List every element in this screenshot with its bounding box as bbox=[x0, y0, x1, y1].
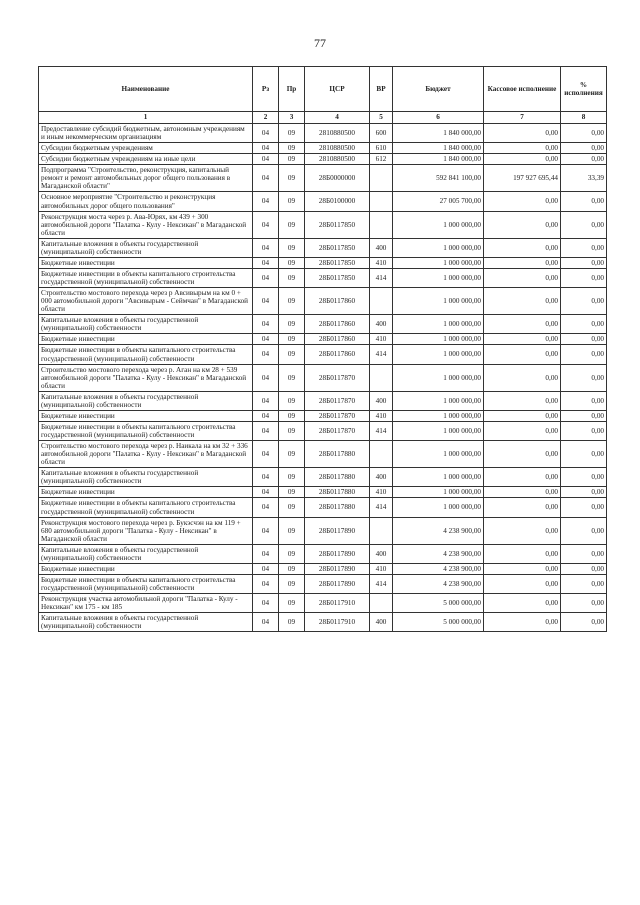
cell-executed: 0,00 bbox=[484, 268, 561, 287]
cell-vr bbox=[370, 594, 393, 613]
cell-csr: 28Б0117850 bbox=[305, 257, 370, 268]
cell-rz: 04 bbox=[253, 563, 279, 574]
cell-percent: 0,00 bbox=[561, 498, 607, 517]
cell-name: Капитальные вложения в объекты государственной (муниципальной) собственности bbox=[39, 613, 253, 632]
cell-csr: 28Б0117880 bbox=[305, 498, 370, 517]
cell-rz: 04 bbox=[253, 441, 279, 468]
cell-vr: 410 bbox=[370, 410, 393, 421]
cell-csr: 28Б0117850 bbox=[305, 268, 370, 287]
cell-percent: 0,00 bbox=[561, 594, 607, 613]
table-row bbox=[39, 421, 607, 440]
table-row bbox=[39, 441, 607, 468]
cell-name: Бюджетные инвестиции bbox=[39, 487, 253, 498]
cell-percent: 0,00 bbox=[561, 288, 607, 315]
cell-csr: 2810880500 bbox=[305, 124, 370, 143]
cell-executed: 0,00 bbox=[484, 594, 561, 613]
header-pr: Пр bbox=[279, 67, 305, 112]
cell-executed: 0,00 bbox=[484, 211, 561, 238]
cell-executed: 0,00 bbox=[484, 288, 561, 315]
cell-budget: 4 238 900,00 bbox=[393, 517, 484, 544]
cell-pr: 09 bbox=[279, 487, 305, 498]
cell-pr: 09 bbox=[279, 468, 305, 487]
cell-executed: 0,00 bbox=[484, 391, 561, 410]
cell-name: Реконструкция моста через р. Ава-Юрях, км 439 + 300 автомобильной дороги "Палатка - Кулу - Нексикан" в Магаданской области bbox=[39, 211, 253, 238]
table-row bbox=[39, 334, 607, 345]
cell-executed: 0,00 bbox=[484, 124, 561, 143]
cell-percent: 0,00 bbox=[561, 410, 607, 421]
cell-vr bbox=[370, 211, 393, 238]
cell-executed: 0,00 bbox=[484, 421, 561, 440]
cell-vr: 400 bbox=[370, 391, 393, 410]
cell-vr: 410 bbox=[370, 257, 393, 268]
cell-pr: 09 bbox=[279, 410, 305, 421]
cell-executed: 0,00 bbox=[484, 192, 561, 211]
cell-csr: 28Б0117890 bbox=[305, 544, 370, 563]
cell-csr: 28Б0117860 bbox=[305, 315, 370, 334]
column-number: 8 bbox=[561, 112, 607, 124]
table-row bbox=[39, 517, 607, 544]
column-number: 3 bbox=[279, 112, 305, 124]
table-row bbox=[39, 315, 607, 334]
table-header-row bbox=[39, 67, 607, 112]
cell-csr: 28Б0100000 bbox=[305, 192, 370, 211]
table-row bbox=[39, 594, 607, 613]
header-budget: Бюджет bbox=[393, 67, 484, 112]
cell-name: Строительство мостового перехода через р. Наикала на км 32 + 336 автомобильной дороги "Палатка - Кулу - Нексикан" в Магаданской области bbox=[39, 441, 253, 468]
cell-percent: 0,00 bbox=[561, 544, 607, 563]
cell-pr: 09 bbox=[279, 288, 305, 315]
cell-percent: 0,00 bbox=[561, 238, 607, 257]
cell-budget: 1 000 000,00 bbox=[393, 421, 484, 440]
cell-vr: 400 bbox=[370, 544, 393, 563]
table-row bbox=[39, 192, 607, 211]
cell-csr: 28Б0117880 bbox=[305, 468, 370, 487]
cell-percent: 0,00 bbox=[561, 421, 607, 440]
cell-rz: 04 bbox=[253, 487, 279, 498]
cell-vr: 610 bbox=[370, 143, 393, 154]
cell-csr: 28Б0117910 bbox=[305, 594, 370, 613]
cell-rz: 04 bbox=[253, 498, 279, 517]
cell-budget: 1 000 000,00 bbox=[393, 211, 484, 238]
table-row bbox=[39, 165, 607, 192]
column-number: 5 bbox=[370, 112, 393, 124]
cell-rz: 04 bbox=[253, 391, 279, 410]
cell-pr: 09 bbox=[279, 574, 305, 593]
cell-rz: 04 bbox=[253, 517, 279, 544]
cell-executed: 197 927 695,44 bbox=[484, 165, 561, 192]
cell-percent: 0,00 bbox=[561, 487, 607, 498]
cell-vr: 400 bbox=[370, 468, 393, 487]
cell-rz: 04 bbox=[253, 334, 279, 345]
cell-csr: 28Б0117860 bbox=[305, 288, 370, 315]
cell-budget: 1 000 000,00 bbox=[393, 487, 484, 498]
cell-csr: 28Б0117870 bbox=[305, 410, 370, 421]
cell-vr: 600 bbox=[370, 124, 393, 143]
cell-name: Реконструкция мостового перехода через р. Букэсчэн на км 119 + 680 автомобильной дороги "Палатка - Кулу - Нексикан" в Магаданской области bbox=[39, 517, 253, 544]
cell-vr: 410 bbox=[370, 487, 393, 498]
cell-executed: 0,00 bbox=[484, 441, 561, 468]
cell-budget: 1 840 000,00 bbox=[393, 143, 484, 154]
cell-budget: 1 000 000,00 bbox=[393, 257, 484, 268]
cell-executed: 0,00 bbox=[484, 334, 561, 345]
cell-vr bbox=[370, 364, 393, 391]
cell-csr: 28Б0117870 bbox=[305, 364, 370, 391]
cell-budget: 27 005 700,00 bbox=[393, 192, 484, 211]
table-row bbox=[39, 288, 607, 315]
cell-percent: 0,00 bbox=[561, 192, 607, 211]
cell-csr: 28Б0117860 bbox=[305, 345, 370, 364]
cell-rz: 04 bbox=[253, 288, 279, 315]
cell-budget: 4 238 900,00 bbox=[393, 544, 484, 563]
cell-rz: 04 bbox=[253, 154, 279, 165]
cell-executed: 0,00 bbox=[484, 257, 561, 268]
cell-rz: 04 bbox=[253, 257, 279, 268]
cell-executed: 0,00 bbox=[484, 574, 561, 593]
cell-pr: 09 bbox=[279, 544, 305, 563]
cell-percent: 0,00 bbox=[561, 334, 607, 345]
cell-rz: 04 bbox=[253, 364, 279, 391]
cell-budget: 5 000 000,00 bbox=[393, 613, 484, 632]
cell-name: Бюджетные инвестиции bbox=[39, 334, 253, 345]
budget-table bbox=[38, 66, 607, 632]
cell-name: Бюджетные инвестиции в объекты капитального строительства государственной (муниципальной) собственности bbox=[39, 498, 253, 517]
cell-executed: 0,00 bbox=[484, 410, 561, 421]
cell-csr: 28Б0117890 bbox=[305, 563, 370, 574]
cell-csr: 28Б0117890 bbox=[305, 517, 370, 544]
table-row bbox=[39, 238, 607, 257]
cell-pr: 09 bbox=[279, 154, 305, 165]
cell-percent: 0,00 bbox=[561, 613, 607, 632]
cell-rz: 04 bbox=[253, 238, 279, 257]
cell-rz: 04 bbox=[253, 268, 279, 287]
cell-csr: 28Б0117850 bbox=[305, 238, 370, 257]
cell-pr: 09 bbox=[279, 143, 305, 154]
column-number: 6 bbox=[393, 112, 484, 124]
cell-pr: 09 bbox=[279, 334, 305, 345]
column-number: 4 bbox=[305, 112, 370, 124]
table-row bbox=[39, 544, 607, 563]
table-row bbox=[39, 498, 607, 517]
cell-rz: 04 bbox=[253, 613, 279, 632]
cell-budget: 1 000 000,00 bbox=[393, 410, 484, 421]
cell-vr: 410 bbox=[370, 334, 393, 345]
cell-name: Строительство мостового перехода через р. Аган на км 28 + 539 автомобильной дороги "Палатка - Кулу - Нексикан" в Магаданской области bbox=[39, 364, 253, 391]
header-executed: Кассовое исполнение bbox=[484, 67, 561, 112]
cell-vr bbox=[370, 517, 393, 544]
page-number: 77 bbox=[314, 36, 326, 50]
cell-pr: 09 bbox=[279, 268, 305, 287]
cell-rz: 04 bbox=[253, 315, 279, 334]
cell-pr: 09 bbox=[279, 441, 305, 468]
table-row bbox=[39, 563, 607, 574]
cell-pr: 09 bbox=[279, 613, 305, 632]
table-row bbox=[39, 268, 607, 287]
header-percent: % исполнения bbox=[561, 67, 607, 112]
cell-executed: 0,00 bbox=[484, 315, 561, 334]
cell-csr: 28Б0117910 bbox=[305, 613, 370, 632]
cell-percent: 0,00 bbox=[561, 143, 607, 154]
table-row bbox=[39, 410, 607, 421]
cell-pr: 09 bbox=[279, 165, 305, 192]
cell-budget: 1 000 000,00 bbox=[393, 334, 484, 345]
cell-name: Капитальные вложения в объекты государственной (муниципальной) собственности bbox=[39, 238, 253, 257]
table-row bbox=[39, 257, 607, 268]
cell-csr: 2810880500 bbox=[305, 143, 370, 154]
cell-name: Бюджетные инвестиции в объекты капитального строительства государственной (муниципальной) собственности bbox=[39, 574, 253, 593]
cell-name: Бюджетные инвестиции bbox=[39, 410, 253, 421]
table-row bbox=[39, 143, 607, 154]
cell-budget: 4 238 900,00 bbox=[393, 574, 484, 593]
cell-budget: 1 000 000,00 bbox=[393, 498, 484, 517]
cell-percent: 0,00 bbox=[561, 154, 607, 165]
table-body bbox=[39, 124, 607, 632]
cell-percent: 0,00 bbox=[561, 574, 607, 593]
header-vr: ВР bbox=[370, 67, 393, 112]
cell-vr: 414 bbox=[370, 574, 393, 593]
cell-rz: 04 bbox=[253, 345, 279, 364]
cell-executed: 0,00 bbox=[484, 345, 561, 364]
cell-percent: 0,00 bbox=[561, 268, 607, 287]
cell-executed: 0,00 bbox=[484, 154, 561, 165]
header-name: Наименование bbox=[39, 67, 253, 112]
cell-vr: 414 bbox=[370, 498, 393, 517]
cell-executed: 0,00 bbox=[484, 563, 561, 574]
cell-csr: 28Б0117880 bbox=[305, 487, 370, 498]
cell-budget: 1 000 000,00 bbox=[393, 441, 484, 468]
cell-pr: 09 bbox=[279, 345, 305, 364]
table-row bbox=[39, 574, 607, 593]
cell-name: Субсидии бюджетным учреждениям на иные цели bbox=[39, 154, 253, 165]
cell-budget: 5 000 000,00 bbox=[393, 594, 484, 613]
cell-csr: 28Б0117860 bbox=[305, 334, 370, 345]
cell-pr: 09 bbox=[279, 257, 305, 268]
cell-budget: 1 000 000,00 bbox=[393, 468, 484, 487]
cell-name: Основное мероприятие "Строительство и реконструкция автомобильных дорог общего пользования" bbox=[39, 192, 253, 211]
cell-executed: 0,00 bbox=[484, 498, 561, 517]
cell-pr: 09 bbox=[279, 238, 305, 257]
cell-pr: 09 bbox=[279, 315, 305, 334]
cell-vr: 410 bbox=[370, 563, 393, 574]
cell-csr: 28Б0117870 bbox=[305, 421, 370, 440]
cell-budget: 1 000 000,00 bbox=[393, 238, 484, 257]
cell-vr: 612 bbox=[370, 154, 393, 165]
cell-name: Бюджетные инвестиции в объекты капитального строительства государственной (муниципальной) собственности bbox=[39, 421, 253, 440]
cell-vr: 400 bbox=[370, 613, 393, 632]
column-number: 1 bbox=[39, 112, 253, 124]
cell-vr: 414 bbox=[370, 421, 393, 440]
cell-rz: 04 bbox=[253, 468, 279, 487]
cell-pr: 09 bbox=[279, 421, 305, 440]
column-number: 2 bbox=[253, 112, 279, 124]
table-row bbox=[39, 613, 607, 632]
cell-executed: 0,00 bbox=[484, 544, 561, 563]
cell-pr: 09 bbox=[279, 498, 305, 517]
cell-budget: 1 840 000,00 bbox=[393, 124, 484, 143]
cell-executed: 0,00 bbox=[484, 517, 561, 544]
cell-percent: 0,00 bbox=[561, 441, 607, 468]
cell-executed: 0,00 bbox=[484, 364, 561, 391]
cell-name: Капитальные вложения в объекты государственной (муниципальной) собственности bbox=[39, 391, 253, 410]
cell-percent: 0,00 bbox=[561, 468, 607, 487]
cell-percent: 0,00 bbox=[561, 345, 607, 364]
cell-budget: 1 000 000,00 bbox=[393, 345, 484, 364]
cell-name: Капитальные вложения в объекты государственной (муниципальной) собственности bbox=[39, 315, 253, 334]
cell-executed: 0,00 bbox=[484, 238, 561, 257]
cell-percent: 33,39 bbox=[561, 165, 607, 192]
cell-rz: 04 bbox=[253, 211, 279, 238]
cell-percent: 0,00 bbox=[561, 315, 607, 334]
cell-pr: 09 bbox=[279, 391, 305, 410]
table-row bbox=[39, 211, 607, 238]
cell-name: Капитальные вложения в объекты государственной (муниципальной) собственности bbox=[39, 544, 253, 563]
cell-name: Подпрограмма "Строительство, реконструкция, капитальный ремонт и ремонт автомобильных дорог общего пользования в Магаданской области" bbox=[39, 165, 253, 192]
cell-vr bbox=[370, 192, 393, 211]
table-row bbox=[39, 345, 607, 364]
cell-name: Реконструкция участка автомобильной дороги "Палатка - Кулу - Нексикан" км 175 - км 185 bbox=[39, 594, 253, 613]
cell-vr bbox=[370, 288, 393, 315]
cell-csr: 28Б0000000 bbox=[305, 165, 370, 192]
cell-pr: 09 bbox=[279, 211, 305, 238]
table-row bbox=[39, 124, 607, 143]
cell-name: Строительство мостового перехода через р Авсивырым на км 0 + 000 автомобильной дороги "Авсивырым - Сеймчан" в Магаданской области bbox=[39, 288, 253, 315]
cell-budget: 1 000 000,00 bbox=[393, 268, 484, 287]
column-number-row bbox=[39, 112, 607, 124]
cell-budget: 1 000 000,00 bbox=[393, 315, 484, 334]
header-csr: ЦСР bbox=[305, 67, 370, 112]
table-row bbox=[39, 154, 607, 165]
cell-rz: 04 bbox=[253, 165, 279, 192]
cell-budget: 1 840 000,00 bbox=[393, 154, 484, 165]
cell-rz: 04 bbox=[253, 421, 279, 440]
cell-executed: 0,00 bbox=[484, 468, 561, 487]
cell-rz: 04 bbox=[253, 143, 279, 154]
cell-name: Бюджетные инвестиции в объекты капитального строительства государственной (муниципальной) собственности bbox=[39, 268, 253, 287]
cell-vr: 400 bbox=[370, 315, 393, 334]
cell-percent: 0,00 bbox=[561, 124, 607, 143]
cell-percent: 0,00 bbox=[561, 517, 607, 544]
cell-executed: 0,00 bbox=[484, 143, 561, 154]
header-rz: Рз bbox=[253, 67, 279, 112]
cell-budget: 1 000 000,00 bbox=[393, 364, 484, 391]
cell-rz: 04 bbox=[253, 192, 279, 211]
cell-csr: 28Б0117870 bbox=[305, 391, 370, 410]
cell-pr: 09 bbox=[279, 563, 305, 574]
cell-percent: 0,00 bbox=[561, 391, 607, 410]
cell-pr: 09 bbox=[279, 517, 305, 544]
cell-percent: 0,00 bbox=[561, 364, 607, 391]
cell-pr: 09 bbox=[279, 594, 305, 613]
cell-percent: 0,00 bbox=[561, 563, 607, 574]
cell-csr: 28Б0117890 bbox=[305, 574, 370, 593]
cell-name: Бюджетные инвестиции в объекты капитального строительства государственной (муниципальной) собственности bbox=[39, 345, 253, 364]
cell-rz: 04 bbox=[253, 544, 279, 563]
cell-name: Предоставление субсидий бюджетным, автономным учреждениям и иным некоммерческим организациям bbox=[39, 124, 253, 143]
cell-pr: 09 bbox=[279, 192, 305, 211]
cell-rz: 04 bbox=[253, 574, 279, 593]
cell-name: Бюджетные инвестиции bbox=[39, 563, 253, 574]
column-number: 7 bbox=[484, 112, 561, 124]
table-row bbox=[39, 391, 607, 410]
cell-percent: 0,00 bbox=[561, 211, 607, 238]
cell-budget: 4 238 900,00 bbox=[393, 563, 484, 574]
cell-csr: 2810880500 bbox=[305, 154, 370, 165]
cell-pr: 09 bbox=[279, 364, 305, 391]
cell-rz: 04 bbox=[253, 410, 279, 421]
cell-budget: 592 841 100,00 bbox=[393, 165, 484, 192]
cell-pr: 09 bbox=[279, 124, 305, 143]
cell-vr bbox=[370, 165, 393, 192]
cell-csr: 28Б0117880 bbox=[305, 441, 370, 468]
cell-name: Бюджетные инвестиции bbox=[39, 257, 253, 268]
cell-vr: 414 bbox=[370, 345, 393, 364]
cell-budget: 1 000 000,00 bbox=[393, 391, 484, 410]
cell-rz: 04 bbox=[253, 124, 279, 143]
table-row bbox=[39, 468, 607, 487]
cell-budget: 1 000 000,00 bbox=[393, 288, 484, 315]
cell-csr: 28Б0117850 bbox=[305, 211, 370, 238]
table-row bbox=[39, 487, 607, 498]
cell-rz: 04 bbox=[253, 594, 279, 613]
table-row bbox=[39, 364, 607, 391]
cell-percent: 0,00 bbox=[561, 257, 607, 268]
cell-name: Капитальные вложения в объекты государственной (муниципальной) собственности bbox=[39, 468, 253, 487]
cell-vr: 414 bbox=[370, 268, 393, 287]
cell-executed: 0,00 bbox=[484, 613, 561, 632]
cell-vr bbox=[370, 441, 393, 468]
cell-executed: 0,00 bbox=[484, 487, 561, 498]
cell-vr: 400 bbox=[370, 238, 393, 257]
cell-name: Субсидии бюджетным учреждениям bbox=[39, 143, 253, 154]
